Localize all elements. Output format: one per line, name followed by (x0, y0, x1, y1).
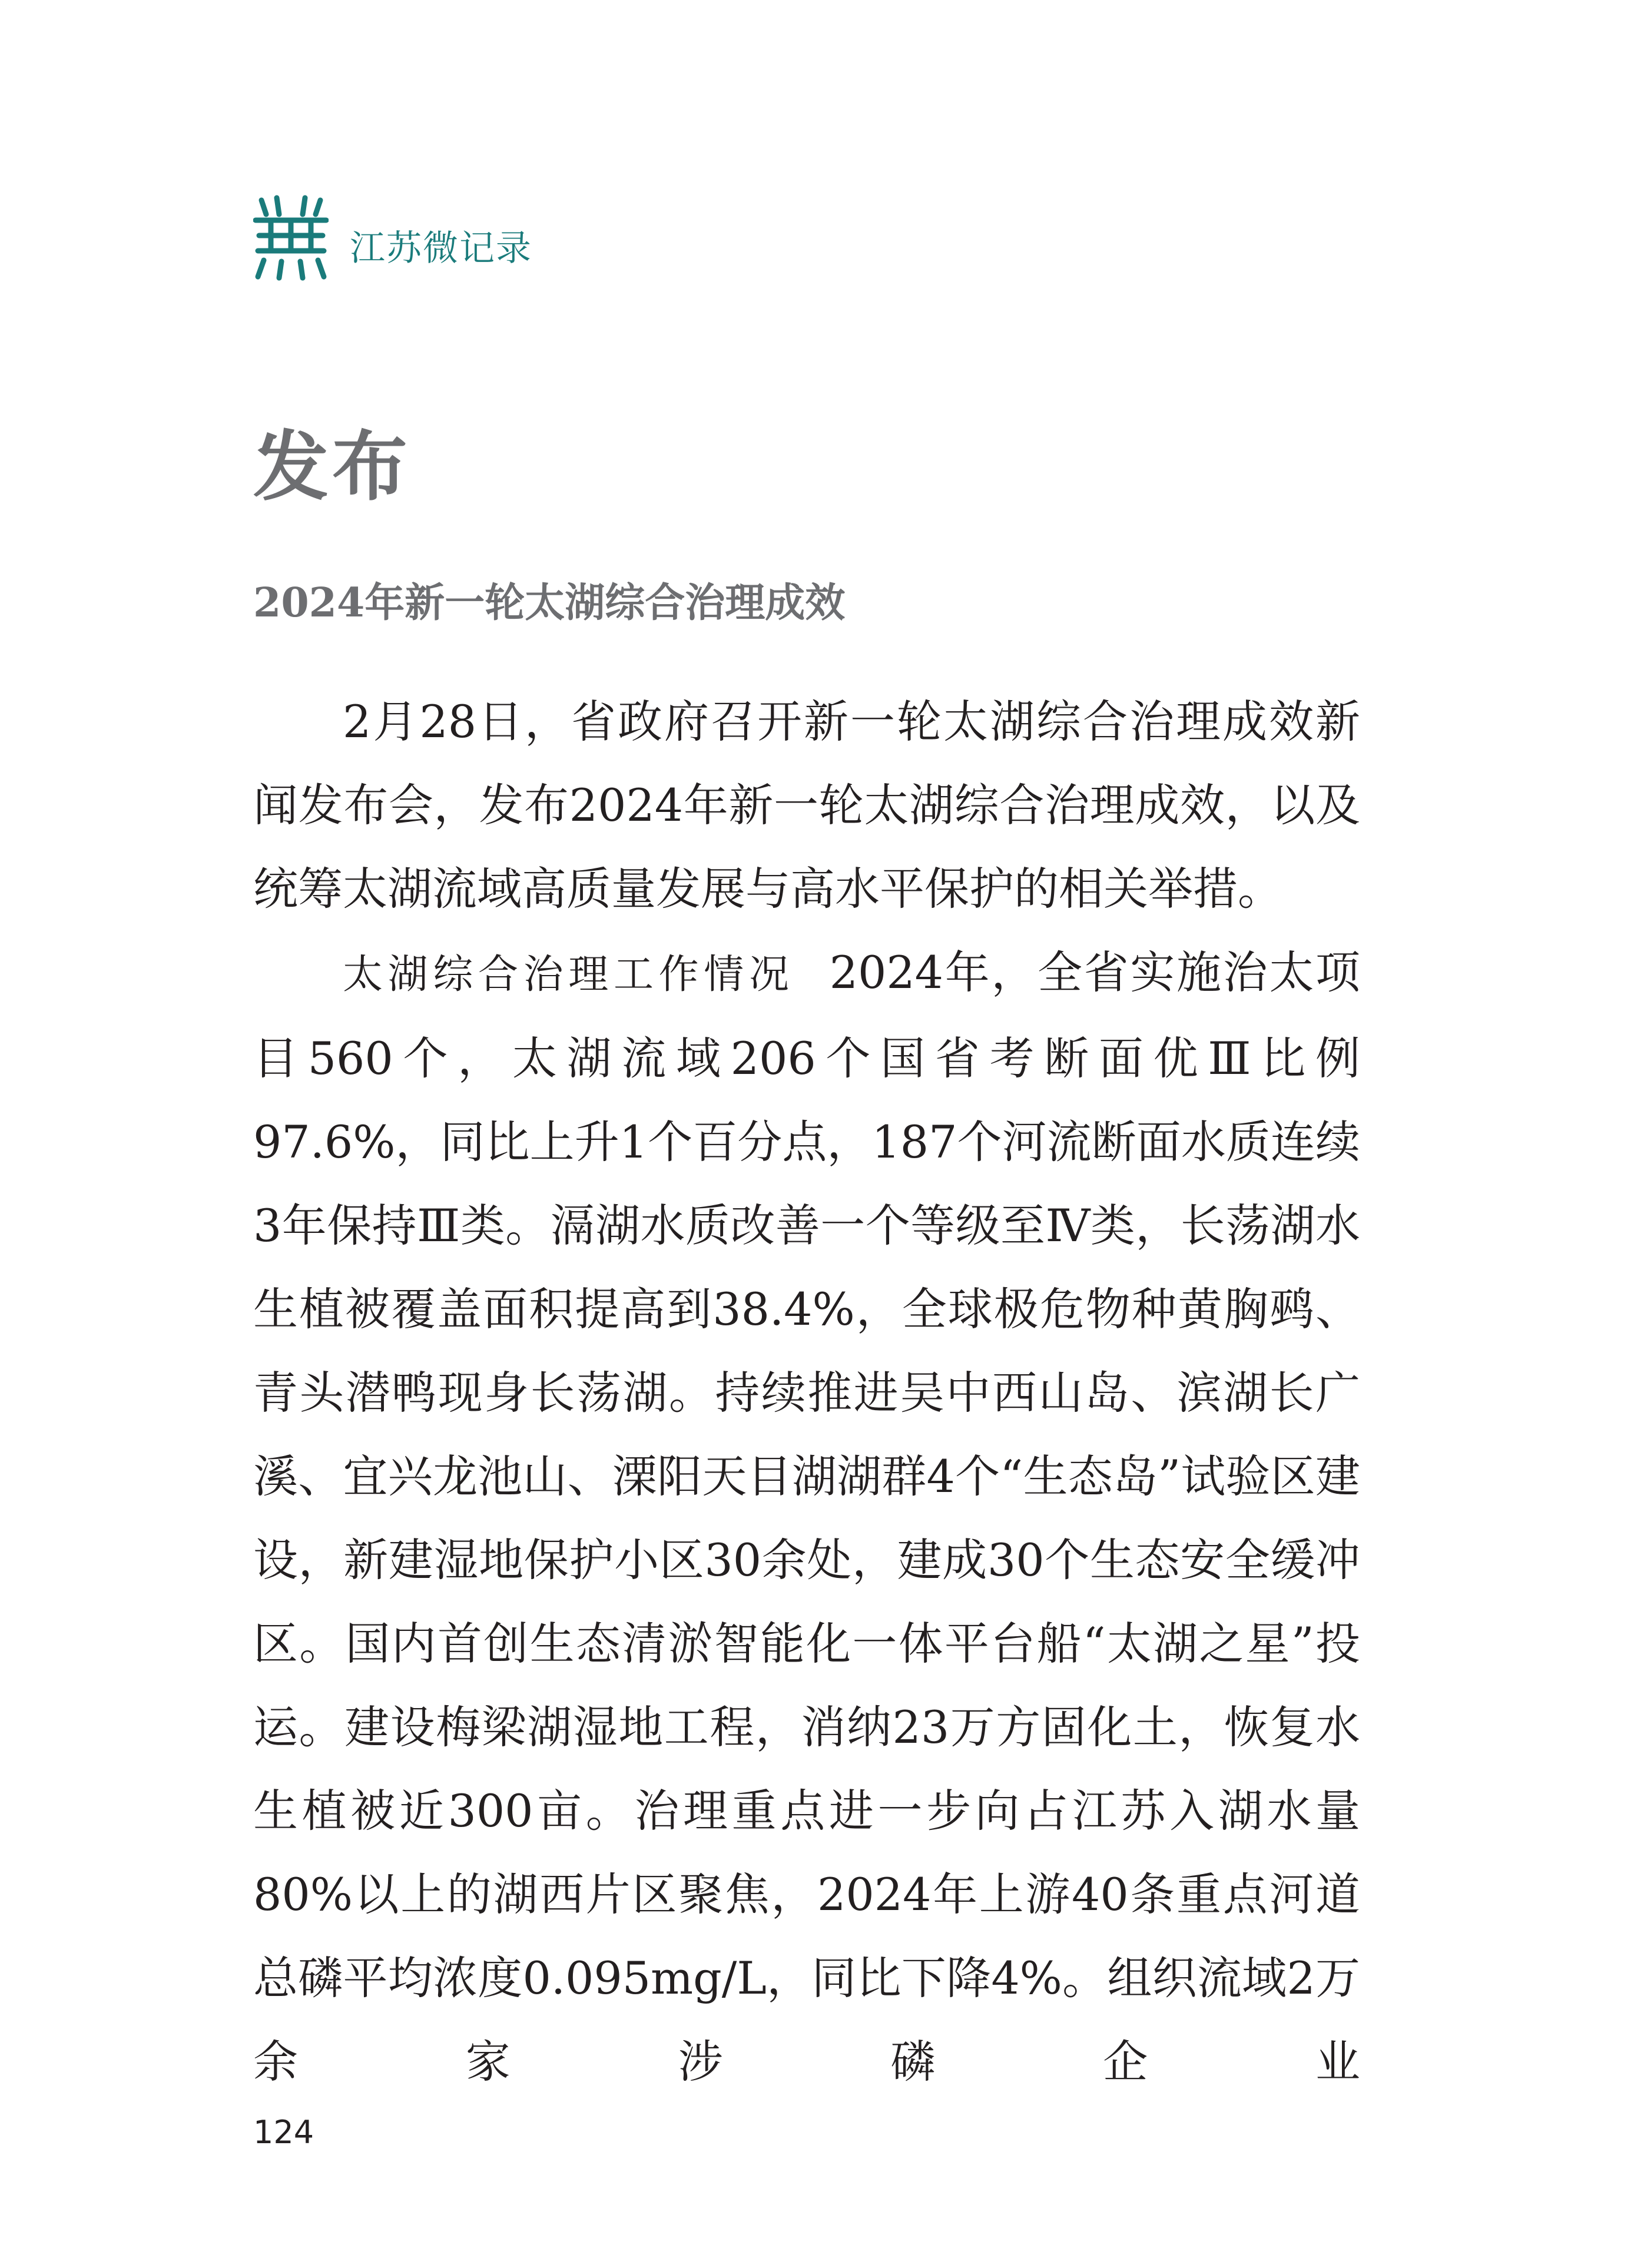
series-name: 江苏微记录 (350, 228, 532, 269)
jiangsu-logo-icon (253, 194, 329, 283)
article-body (253, 680, 1360, 2104)
article-title: 2024年新一轮太湖综合治理成效 (253, 579, 846, 626)
section-title: 发布 (253, 423, 412, 511)
paragraph-lead: 太湖综合治理工作情况 (343, 951, 794, 998)
paragraph (253, 680, 1360, 931)
paragraph-text: 2月28日，省政府召开新一轮太湖综合治理成效新闻发布会，发布2024年新一轮太湖综合治理成效，以及统筹太湖流域高质量发展与高水平保护的相关举措。 (253, 695, 1360, 915)
page-number: 124 (253, 2114, 314, 2151)
running-header (253, 191, 532, 286)
paragraph-text: 2024年，全省实施治太项目560个，太湖流域206个国省考断面优Ⅲ比例97.6%，同比上升1个百分点，187个河流断面水质连续3年保持Ⅲ类。滆湖水质改善一个等级至Ⅳ类，长荡湖水生植被覆盖面积提高到38.4%，全球极危物种黄胸鹀、青头潜鸭现身长荡湖。持续推进吴中西山岛、滨湖长广溪、宜兴龙池山、溧阳天目湖湖群4个“生态岛”试验区建设，新建湿地保护小区30余处，建成30个生态安全缓冲区。国内首创生态清淤智能化一体平台船“太湖之星”投运。建设梅梁湖湿地工程，消纳23万方固化土，恢复水生植被近300亩。治理重点进一步向占江苏入湖水量80%以上的湖西片区聚焦，2024年上游40条重点河道总磷平均浓度0.095mg/L，同比下降4%。组织流域2万余家涉磷企业 (253, 946, 1360, 2088)
paragraph (253, 931, 1360, 2104)
